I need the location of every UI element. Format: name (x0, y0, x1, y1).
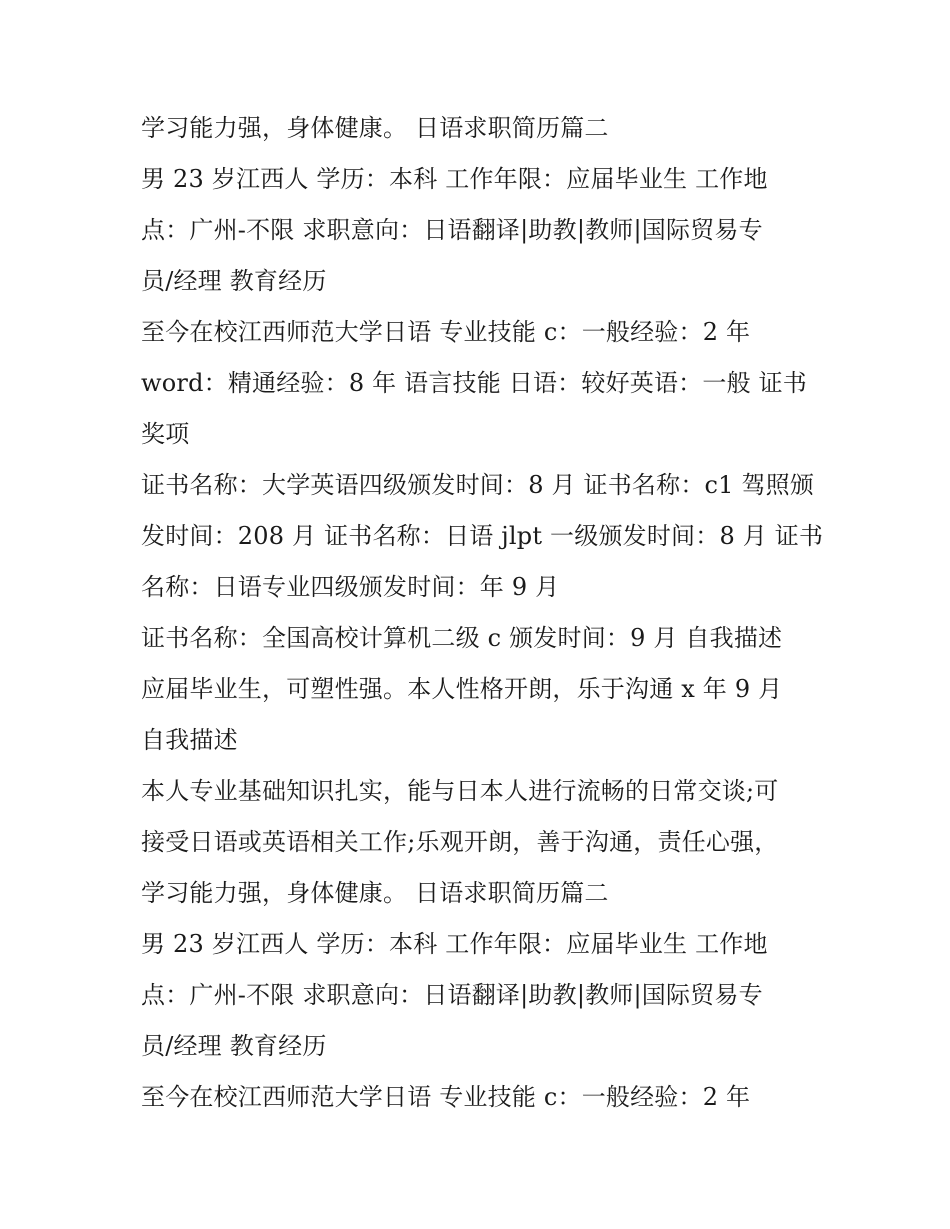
text-line: 至今在校江西师范大学日语 专业技能 c：一般经验：2 年 (141, 1083, 751, 1111)
text-line: 接受日语或英语相关工作;乐观开朗，善于沟通，责任心强， (141, 828, 779, 856)
text-line: 员/经理 教育经历 (141, 1032, 327, 1060)
text-line: 点：广州-不限 求职意向：日语翻译|助教|教师|国际贸易专 (141, 216, 763, 244)
text-line: word：精通经验：8 年 语言技能 日语：较好英语：一般 证书 (141, 369, 808, 397)
text-line: 点：广州-不限 求职意向：日语翻译|助教|教师|国际贸易专 (141, 981, 763, 1009)
text-line: 证书名称：全国高校计算机二级 c 颁发时间：9 月 自我描述 (141, 624, 783, 652)
text-line: 至今在校江西师范大学日语 专业技能 c：一般经验：2 年 (141, 318, 751, 346)
text-line: 员/经理 教育经历 (141, 267, 327, 295)
text-line: 发时间：208 月 证书名称：日语 jlpt 一级颁发时间：8 月 证书 (141, 522, 824, 550)
text-line: 名称：日语专业四级颁发时间：年 9 月 (141, 573, 560, 601)
text-line: 应届毕业生，可塑性强。本人性格开朗，乐于沟通 x 年 9 月 (141, 675, 783, 703)
text-line: 自我描述 (141, 726, 238, 754)
text-line: 男 23 岁江西人 学历：本科 工作年限：应届毕业生 工作地 (141, 165, 768, 193)
text-line: 男 23 岁江西人 学历：本科 工作年限：应届毕业生 工作地 (141, 930, 768, 958)
text-line: 本人专业基础知识扎实，能与日本人进行流畅的日常交谈;可 (141, 777, 779, 805)
document-body (141, 103, 841, 1123)
text-line: 证书名称：大学英语四级颁发时间：8 月 证书名称：c1 驾照颁 (141, 471, 815, 499)
text-line: 学习能力强，身体健康。 日语求职简历篇二 (141, 879, 609, 907)
text-line: 学习能力强，身体健康。 日语求职简历篇二 (141, 114, 609, 142)
text-line: 奖项 (141, 420, 190, 448)
